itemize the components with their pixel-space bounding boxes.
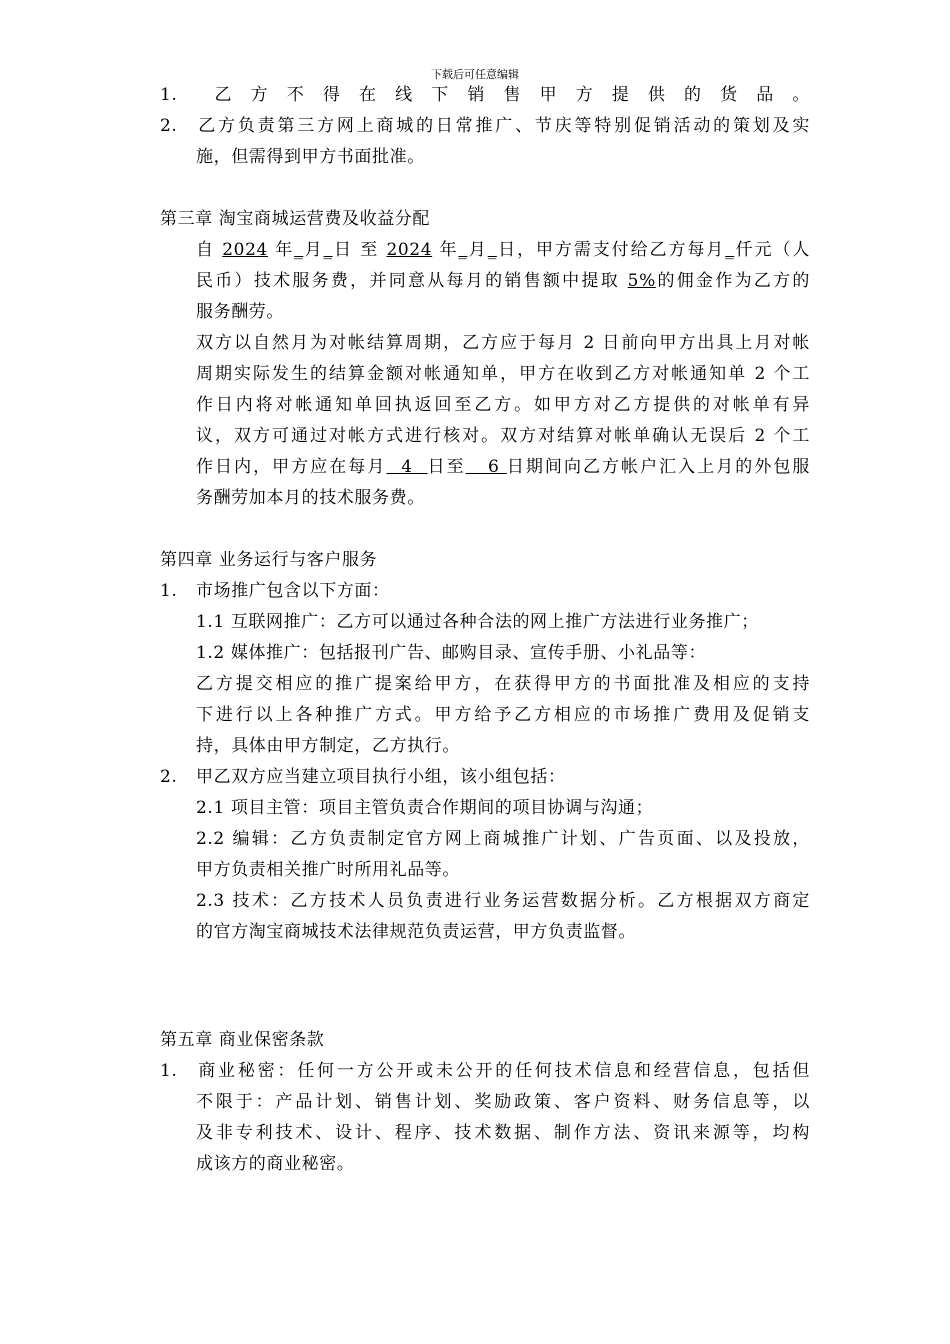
list-item (160, 762, 810, 793)
text: 的佣金作为乙方的 (655, 271, 810, 291)
text: 作日内，甲方应在每月 (196, 457, 387, 477)
text: 年 (267, 240, 295, 260)
text: 日，甲方需支付给乙方每月 (496, 240, 726, 260)
list-text: 乙方不得在线下销售甲方提供的货品。 (196, 85, 810, 105)
text: 民币）技术服务费，并同意从每月的销售额中提取 (196, 271, 628, 291)
text: 月 (303, 240, 324, 260)
blank-field: _ (487, 240, 497, 260)
list-number: 2. (160, 767, 178, 787)
paragraph-line (196, 452, 810, 483)
paragraph-line: 务酬劳加本月的技术服务费。 (196, 488, 425, 508)
text: 月 (467, 240, 488, 260)
blank-field: _ (294, 240, 304, 260)
paragraph-line (196, 235, 810, 266)
paragraph-line: 持，具体由甲方制定，乙方执行。 (196, 736, 460, 756)
paragraph-line: 乙方提交相应的推广提案给甲方，在获得甲方的书面批准及相应的支持 (196, 674, 810, 694)
blank-field: _ (458, 240, 468, 260)
list-number: 2. (160, 116, 178, 136)
list-number: 1. (160, 85, 178, 105)
paragraph-line: 下进行以上各种推广方式。甲方给予乙方相应的市场推广费用及促销支 (196, 705, 810, 725)
sub-item: 1.1 互联网推广：乙方可以通过各种合法的网上推广方法进行业务推广； (196, 612, 759, 632)
text: 仟元（人 (734, 240, 810, 260)
sub-item: 2.2 编辑：乙方负责制定官方网上商城推广计划、广告页面、以及投放， (196, 829, 810, 849)
list-text: 乙方负责第三方网上商城的日常推广、节庆等特别促销活动的策划及实 (196, 116, 810, 136)
text: 自 (196, 240, 223, 260)
list-text: 市场推广包含以下方面： (196, 581, 390, 601)
sub-item-continued: 的官方淘宝商城技术法律规范负责运营，甲方负责监督。 (196, 922, 636, 942)
blank-field: _ (323, 240, 333, 260)
paragraph-line: 议，双方可通过对帐方式进行核对。双方对结算对帐单确认无误后 2 个工 (196, 426, 810, 446)
list-item (160, 576, 810, 607)
list-text-continued: 成该方的商业秘密。 (196, 1154, 355, 1174)
blank-field: _ (725, 240, 735, 260)
list-item (160, 111, 810, 142)
paragraph-line: 服务酬劳。 (196, 302, 284, 322)
list-number: 1. (160, 581, 178, 601)
list-text: 甲乙双方应当建立项目执行小组，该小组包括： (196, 767, 566, 787)
commission-rate: 5% (627, 271, 656, 291)
paragraph-line (196, 266, 810, 297)
list-text-continued: 施，但需得到甲方书面批准。 (196, 147, 425, 167)
sub-item-continued: 甲方负责相关推广时所用礼品等。 (196, 860, 460, 880)
list-item (160, 80, 810, 111)
list-text-continued: 不限于：产品计划、销售计划、奖励政策、客户资料、财务信息等，以 (196, 1092, 810, 1112)
paragraph-line: 作日内将对帐通知单回执返回至乙方。如甲方对乙方提供的对帐单有异 (196, 395, 810, 415)
end-year: 2024 (386, 240, 433, 260)
text: 日至 (427, 457, 466, 477)
list-text: 商业秘密：任何一方公开或未公开的任何技术信息和经营信息，包括但 (196, 1061, 810, 1081)
sub-item: 2.3 技术：乙方技术人员负责进行业务运营数据分析。乙方根据双方商定 (196, 891, 810, 911)
chapter-3-title: 第三章 淘宝商城运营费及收益分配 (160, 209, 431, 229)
text: 日 至 (332, 240, 387, 260)
chapter-4-title: 第四章 业务运行与客户服务 (160, 550, 378, 570)
paragraph-line: 双方以自然月为对帐结算周期，乙方应于每月 2 日前向甲方出具上月对帐 (196, 333, 810, 353)
document-page (160, 80, 810, 1180)
list-item (160, 1056, 810, 1087)
start-year: 2024 (222, 240, 268, 260)
paragraph-line: 周期实际发生的结算金额对帐通知单，甲方在收到乙方对帐通知单 2 个工 (196, 364, 810, 384)
end-day: 6 (465, 457, 507, 477)
start-day: 4 (386, 457, 428, 477)
list-number: 1. (160, 1061, 178, 1081)
chapter-5-title: 第五章 商业保密条款 (160, 1030, 325, 1050)
header-note: 下载后可任意编辑 (431, 68, 519, 81)
text: 日期间向乙方帐户汇入上月的外包服 (506, 457, 810, 477)
sub-item: 1.2 媒体推广：包括报刊广告、邮购目录、宣传手册、小礼品等： (196, 643, 707, 663)
list-text-continued: 及非专利技术、设计、程序、技术数据、制作方法、资讯来源等，均构 (196, 1123, 810, 1143)
sub-item: 2.1 项目主管：项目主管负责合作期间的项目协调与沟通； (196, 798, 654, 818)
text: 年 (432, 240, 459, 260)
